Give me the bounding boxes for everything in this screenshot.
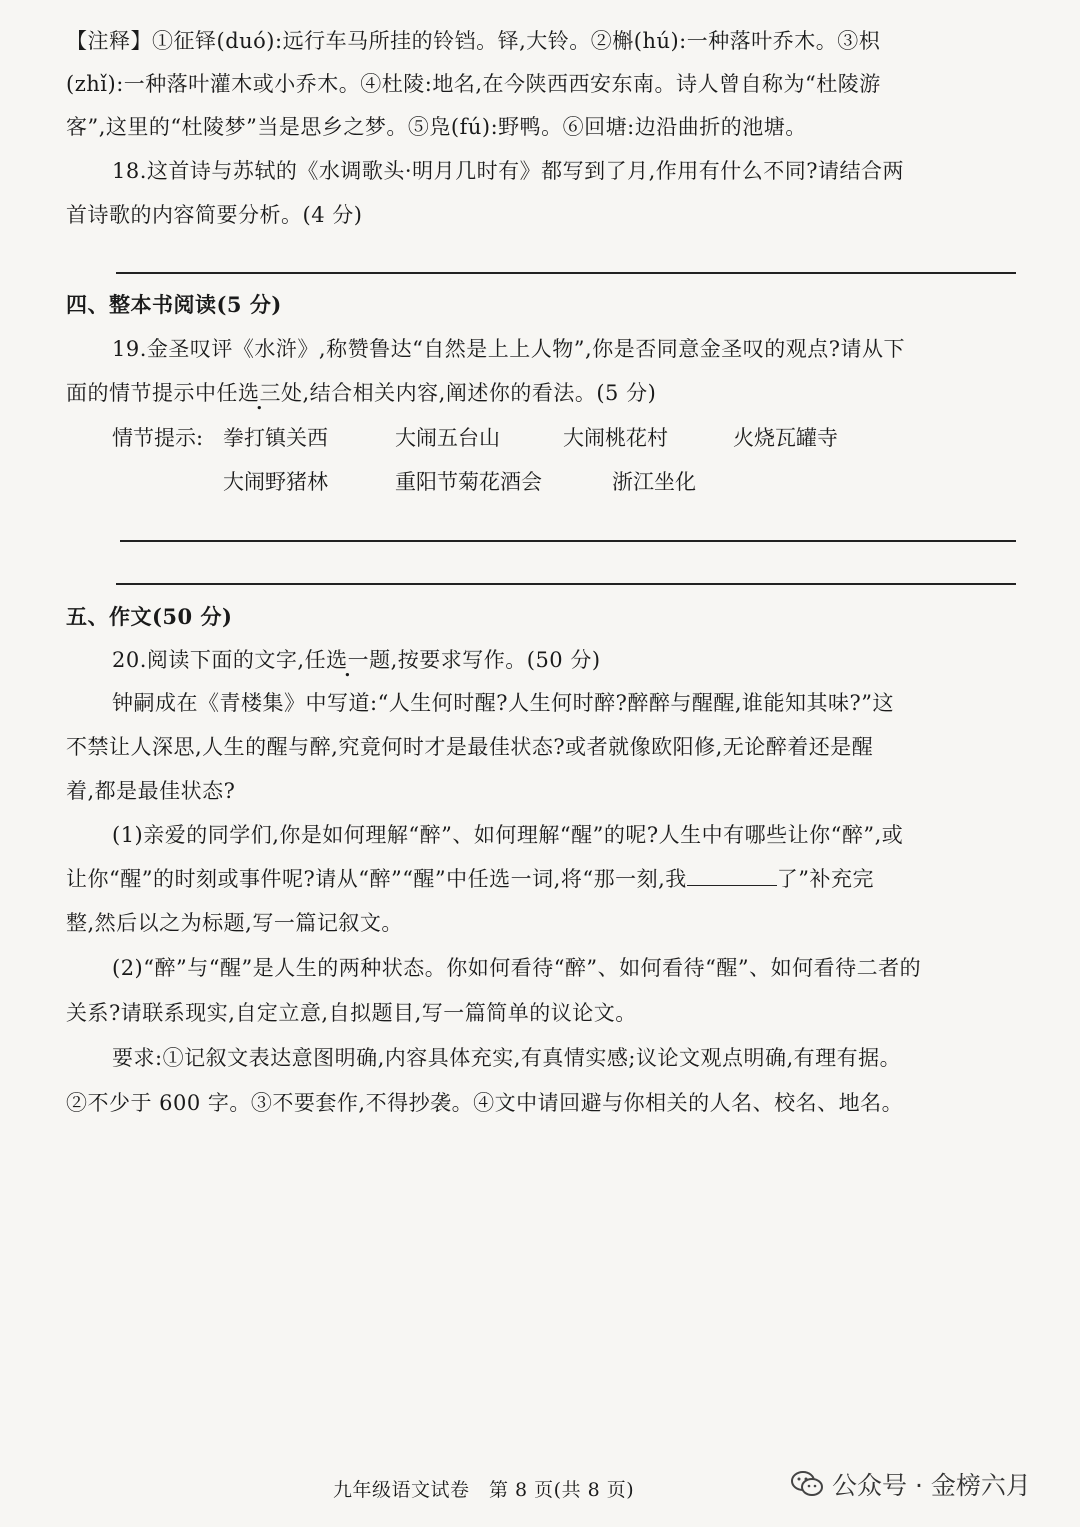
question-19-line-2	[66, 378, 1016, 408]
plot-hint-1: 拳打镇关西	[223, 426, 328, 450]
requirements-line-2: ②不少于 600 字。③不要套作,不得抄袭。④文中请回避与你相关的人名、校名、地名。	[66, 1091, 904, 1115]
requirements-line-1: 要求:①记叙文表达意图明确,内容具体充实,有真情实感;议论文观点明确,有理有据。	[112, 1046, 902, 1070]
option-1-text-b: 了”补充完	[776, 867, 875, 891]
watermark-text: 公众号 · 金榜六月	[832, 1471, 1031, 1500]
answer-line-19a[interactable]	[120, 540, 1016, 542]
question-20-text-a: 20.阅读下面的文字,任	[112, 648, 327, 672]
plot-hints-label: 情节提示:	[112, 426, 204, 450]
plot-hint-4: 火烧瓦罐寺	[733, 426, 838, 450]
wechat-icon	[790, 1469, 824, 1499]
notes-line-3: 客”,这里的“杜陵梦”当是思乡之梦。⑤凫(fú):野鸭。⑥回塘:边沿曲折的池塘。	[66, 115, 807, 139]
option-1-line-1: (1)亲爱的同学们,你是如何理解“醉”、如何理解“醒”的呢?人生中有哪些让你“醉”,或	[112, 823, 904, 847]
answer-line-19b[interactable]	[116, 583, 1016, 585]
emphasis-dotted-text: 选一	[326, 648, 370, 672]
footer-text: 九年级语文试卷 第 8 页(共 8 页)	[333, 1479, 635, 1501]
question-18-line-2: 首诗歌的内容简要分析。(4 分)	[66, 203, 363, 227]
watermark	[790, 1466, 1031, 1502]
option-2-line-1: (2)“醉”与“醒”是人生的两种状态。你如何看待“醉”、如何看待“醒”、如何看待二者的	[112, 956, 922, 980]
plot-hint-3: 大闹桃花村	[563, 426, 668, 450]
answer-line-18[interactable]	[116, 272, 1016, 274]
section-4-heading: 四、整本书阅读(5 分)	[66, 292, 282, 317]
emphasis-dotted-text: 选三	[238, 381, 281, 405]
prompt-paragraph-1-line-2: 不禁让人深思,人生的醒与醉,究竟何时才是最佳状态?或者就像欧阳修,无论醉着还是醒	[66, 735, 874, 759]
option-1-text-a: 让你“醒”的时刻或事件呢?请从“醉”“醒”中任选一词,将“那一刻,我	[66, 867, 687, 891]
title-blank[interactable]	[687, 867, 777, 886]
section-5-heading: 五、作文(50 分)	[66, 604, 233, 629]
notes-line-1: 【注释】①征铎(duó):远行车马所挂的铃铛。铎,大铃。②槲(hú):一种落叶乔木。③枳	[66, 29, 881, 53]
question-20-line	[112, 645, 1016, 675]
prompt-paragraph-1-line-3: 着,都是最佳状态?	[66, 779, 236, 803]
option-1-line-2	[66, 864, 1016, 894]
notes-line-2: (zhǐ):一种落叶灌木或小乔木。④杜陵:地名,在今陕西西安东南。诗人曾自称为“杜陵游	[66, 72, 881, 96]
option-2-line-2: 关系?请联系现实,自定立意,自拟题目,写一篇简单的议论文。	[66, 1001, 637, 1025]
plot-hint-5: 大闹野猪林	[223, 470, 328, 494]
question-19-text-b: 处,结合相关内容,阐述你的看法。(5 分)	[281, 381, 657, 405]
option-1-line-3: 整,然后以之为标题,写一篇记叙文。	[66, 911, 403, 935]
plot-hint-7: 浙江坐化	[612, 470, 696, 494]
plot-hint-2: 大闹五台山	[395, 426, 500, 450]
question-19-text-a: 面的情节提示中任	[66, 381, 238, 405]
question-18-line-1: 18.这首诗与苏轼的《水调歌头·明月几时有》都写到了月,作用有什么不同?请结合两	[112, 159, 905, 183]
plot-hint-6: 重阳节菊花酒会	[395, 470, 542, 494]
prompt-paragraph-1-line-1: 钟嗣成在《青楼集》中写道:“人生何时醒?人生何时醉?醉醉与醒醒,谁能知其味?”这	[112, 691, 894, 715]
question-20-text-b: 题,按要求写作。(50 分)	[369, 648, 601, 672]
question-19-line-1: 19.金圣叹评《水浒》,称赞鲁达“自然是上上人物”,你是否同意金圣叹的观点?请从下	[112, 337, 905, 361]
